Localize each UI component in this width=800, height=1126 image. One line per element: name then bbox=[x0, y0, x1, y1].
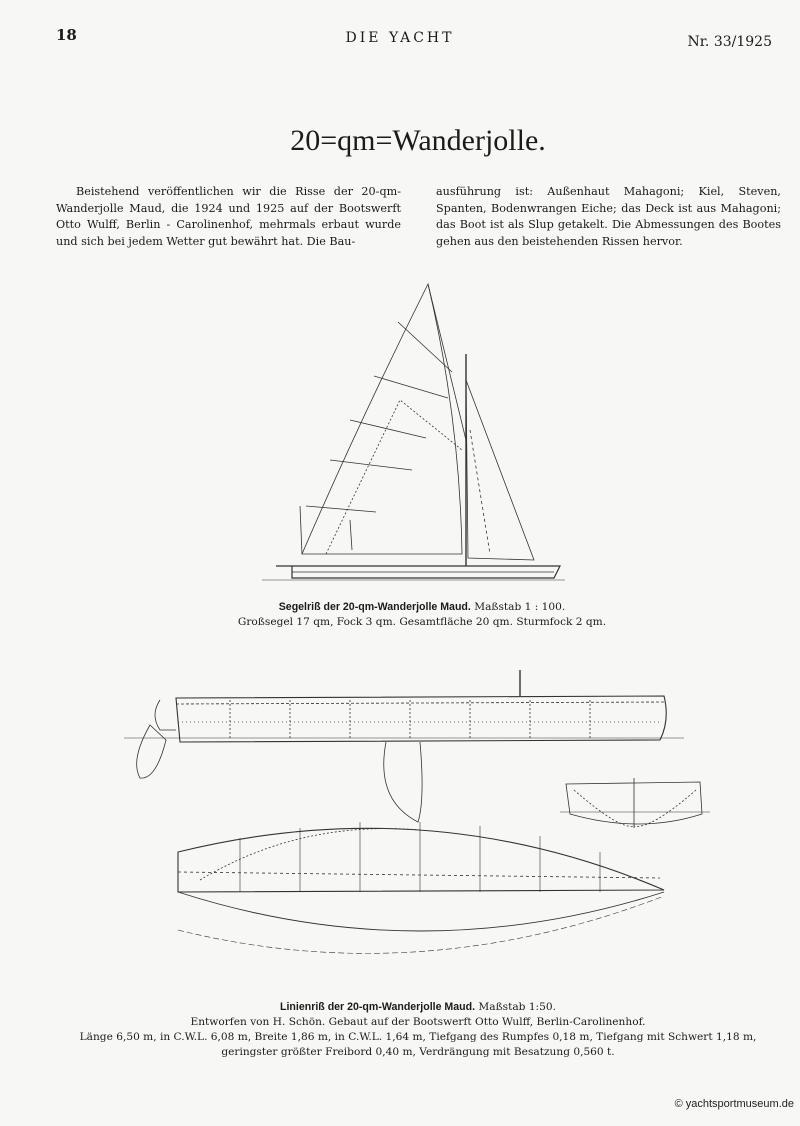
sail-plan-caption-title: Segelriß der 20-qm-Wanderjolle Maud. bbox=[278, 601, 471, 613]
lines-plan-caption-freeboard: geringster größter Freibord 0,40 m, Verdrängung mit Besatzung 0,560 t. bbox=[221, 1046, 615, 1058]
running-title: DIE YACHT bbox=[345, 30, 455, 46]
lines-plan-caption-scale: Maßstab 1:50. bbox=[478, 1001, 556, 1013]
watermark: © yachtsportmuseum.de bbox=[674, 1098, 794, 1110]
lines-plan-caption bbox=[18, 1000, 800, 1060]
sail-plan-caption-details: Großsegel 17 qm, Fock 3 qm. Gesamtfläche 20 qm. Sturmfock 2 qm. bbox=[237, 616, 607, 628]
page-number: 18 bbox=[56, 26, 77, 44]
lines-plan-caption-dimensions: Länge 6,50 m, in C.W.L. 6,08 m, Breite 1,86 m, in C.W.L. 1,64 m, Tiefgang des Rumpfes 0,18 m, Tiefgang mit Schwert 1,18 m, bbox=[79, 1031, 757, 1043]
article-column-left: Beistehend veröffentlichen wir die Risse der 20-qm-Wanderjolle Maud, die 1924 und 1925 auf der Bootswerft Otto Wulff, Berlin - Carolinenhof, mehrmals erbaut wurde und sich bei jedem Wetter gut bewährt hat. Die Bau- bbox=[56, 185, 401, 248]
sail-plan-caption-scale: Maßstab 1 : 100. bbox=[474, 601, 566, 613]
issue-number: Nr. 33/1925 bbox=[687, 34, 772, 50]
lines-plan-caption-designer: Entworfen von H. Schön. Gebaut auf der Bootswerft Otto Wulff, Berlin-Carolinenhof. bbox=[190, 1016, 646, 1028]
article-title: 20=qm=Wanderjolle. bbox=[290, 124, 546, 157]
article-column-right: ausführung ist: Außenhaut Mahagoni; Kiel, Steven, Spanten, Bodenwrangen Eiche; das Deck ist aus Mahagoni; das Boot ist als Slup getakelt. Die Abmessungen des Bootes gehen aus den beistehenden Rissen hervor. bbox=[436, 185, 781, 248]
lines-plan-caption-title: Linienriß der 20-qm-Wanderjolle Maud. bbox=[280, 1001, 476, 1013]
